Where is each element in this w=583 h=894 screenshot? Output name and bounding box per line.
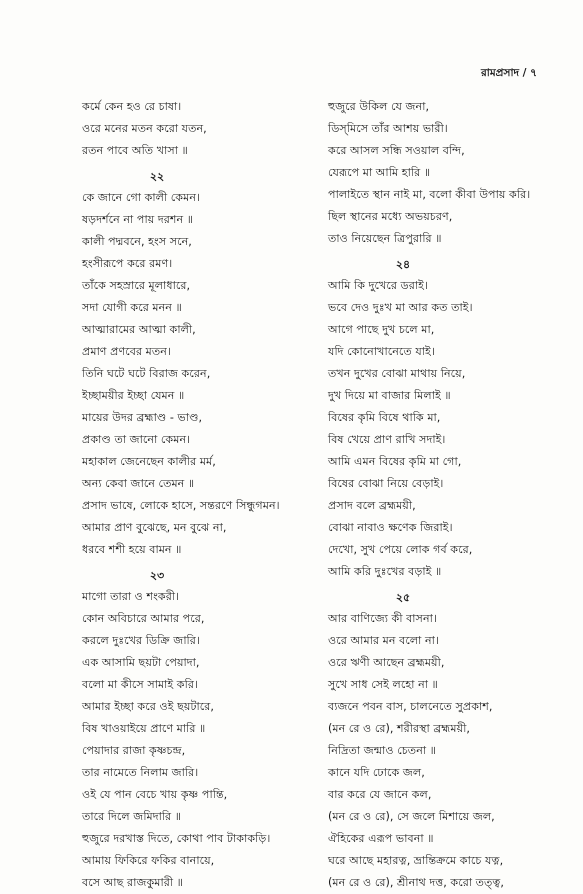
- verse-line: আর বাণিজ্যে কী বাসনা।: [328, 612, 437, 625]
- verse-line: বসে আছ রাজকুমারী ॥: [82, 876, 183, 889]
- verse-line: হুজুরে দরখাস্ত দিতে, কোথা পাব টাকাকড়ি।: [82, 832, 271, 845]
- verse-line: রতন পাবে অতি খাসা ॥: [82, 144, 188, 157]
- verse-line: প্রমাণ প্রণবের মতন।: [82, 345, 171, 358]
- left-column: [82, 96, 312, 894]
- verse-line: প্রসাদ ভাষে, লোকে হাসে, সন্তরণে সিন্ধুগমন।: [82, 499, 280, 512]
- verse-line: ধরবে শশী হয়ে বামন ॥: [82, 543, 182, 556]
- verse-line: বোঝা নাবাও ক্ষণেক জিরাই।: [328, 521, 453, 534]
- verse-line: তারে দিলে জমিদারি ॥: [82, 810, 182, 823]
- verse-line: আত্মারামের আত্মা কালী,: [82, 323, 196, 336]
- verse-line: করলে দুঃখের ডিক্রি জারি।: [82, 634, 200, 647]
- verse-line: ডিস্‌মিসে তাঁর আশয় ভারী।: [328, 122, 448, 135]
- verse-line: কালী পদ্মবনে, হংস সনে,: [82, 235, 192, 248]
- verse-line: (মন রে ও রে), শরীরস্থা ব্রহ্মময়ী,: [328, 722, 470, 735]
- poem-number: ২৩: [149, 569, 165, 582]
- verse-line: কর্মে কেন হও রে চাষা।: [82, 100, 182, 113]
- verse-line: ওই যে পান বেচে খায় কৃষ্ণ পান্তি,: [82, 788, 228, 801]
- verse-line: কানে যদি ঢোকে জল,: [328, 766, 425, 779]
- verse-line: ভবে দেও দুঃখ মা আর কত তাই।: [328, 301, 473, 314]
- verse-line: এক আসামি ছয়টা পেয়াদা,: [82, 656, 200, 669]
- verse-line: হুজুরে উকিল যে জনা,: [328, 100, 430, 113]
- verse-line: বিষের কৃমি বিষে থাকি মা,: [328, 411, 441, 424]
- verse-line: তাও নিয়েছেন ত্রিপুরারি ॥: [328, 232, 442, 245]
- verse-line: আমার ইচ্ছা করে ওই ছয়টারে,: [82, 700, 214, 713]
- verse-line: করে আসল সন্ধি সওয়াল বন্দি,: [328, 144, 465, 157]
- verse-line: বলো মা কীসে সামাই করি।: [82, 678, 198, 691]
- verse-line: ব্যজনে পবন বাস, চালনেতে সুপ্রকাশ,: [328, 700, 493, 713]
- poem-number: ২৪: [395, 258, 411, 271]
- verse-line: যেরূপে মা আমি হারি ॥: [328, 166, 431, 179]
- verse-line: ইচ্ছাময়ীর ইচ্ছা যেমন ॥: [82, 389, 185, 402]
- right-column: [328, 96, 558, 894]
- poem-number: ২২: [149, 170, 165, 183]
- verse-line: পেয়াদার রাজা কৃষ্ণচন্দ্র,: [82, 744, 186, 757]
- verse-line: কোন অবিচারে আমার পরে,: [82, 612, 205, 625]
- verse-line: আমার প্রাণ বুঝেছে, মন বুঝে না,: [82, 521, 227, 534]
- verse-line: বার করে যে জানে কল,: [328, 788, 432, 801]
- verse-line: তখন দুখের বোঝা মাথায় নিয়ে,: [328, 367, 466, 380]
- verse-line: মায়ের উদর ব্রহ্মাণ্ড - ভাণ্ড,: [82, 411, 203, 424]
- verse-line: তিনি ঘটে ঘটে বিরাজ করেন,: [82, 367, 211, 380]
- page-header: রামপ্রসাদ / ৭: [481, 67, 537, 79]
- verse-line: ওরে আমার মন বলো না।: [328, 634, 439, 647]
- verse-line: সুখে সাধ সেই লহো না ॥: [328, 678, 438, 691]
- verse-line: ঘরে আছে মহারত্ন, ভ্রান্তিক্রমে কাচে যত্ন,: [328, 854, 504, 867]
- verse-line: দুখ দিয়ে মা বাজার মিলাই ॥: [328, 389, 451, 402]
- verse-line: ওরে মনের মতন করো যতন,: [82, 122, 207, 135]
- verse-line: আমি কি দুখেরে ডরাই।: [328, 279, 428, 292]
- verse-line: মহাকাল জেনেছেন কালীর মর্ম,: [82, 455, 216, 468]
- verse-line: আমি করি দুঃখের বড়াই ॥: [328, 565, 442, 578]
- verse-line: ষড়দর্শনে না পায় দরশন ॥: [82, 213, 194, 226]
- verse-line: নিদ্রিতা জন্মাও চেতনা ॥: [328, 744, 436, 757]
- verse-line: সদা যোগী করে মনন ॥: [82, 301, 182, 314]
- verse-line: ছিল স্থানের মধ্যে অভয়চরণ,: [328, 210, 453, 223]
- verse-line: কে জানে গো কালী কেমন।: [82, 191, 200, 204]
- verse-line: মাগো তারা ও শংকরী।: [82, 590, 180, 603]
- verse-line: পালাইতে স্থান নাই মা, বলো কীবা উপায় করি।: [328, 188, 531, 201]
- verse-line: আগে পাছে দুখ চলে মা,: [328, 323, 435, 336]
- verse-line: হংসীরূপে করে রমণ।: [82, 257, 173, 270]
- verse-line: আমায় ফিকিরে ফকির বানায়ে,: [82, 854, 215, 867]
- verse-line: ঐহিকের এরূপ ভাবনা ॥: [328, 832, 434, 845]
- verse-line: (মন রে ও রে), শ্রীনাথ দত্ত, করো তত্ত্ব,: [328, 876, 504, 889]
- verse-line: বিষ খাওয়াইয়ে প্রাণে মারি ॥: [82, 722, 206, 735]
- verse-line: বিষ খেয়ে প্রাণ রাখি সদাই।: [328, 433, 446, 446]
- verse-line: বিষের বোঝা নিয়ে বেড়াই।: [328, 477, 444, 490]
- verse-line: আমি এমন বিষের কৃমি মা গো,: [328, 455, 462, 468]
- poem-number: ২৫: [395, 591, 411, 604]
- verse-line: ওরে ঋণী আছেন ব্রহ্মময়ী,: [328, 656, 445, 669]
- verse-line: প্রকাণ্ড তা জানো কেমন।: [82, 433, 191, 446]
- verse-line: যদি কোনোখানেতে যাই।: [328, 345, 435, 358]
- verse-line: অন্য কেবা জানে তেমন ॥: [82, 477, 195, 490]
- verse-line: দেখো, সুখ পেয়ে লোক গর্ব করে,: [328, 543, 473, 556]
- verse-line: (মন রে ও রে), সে জলে মিশায়ে জল,: [328, 810, 495, 823]
- verse-line: তাঁকে সহস্রারে মূলাধারে,: [82, 279, 191, 292]
- verse-line: প্রসাদ বলে ব্রহ্মময়ী,: [328, 499, 416, 512]
- verse-line: তার নামেতে নিলাম জারি।: [82, 766, 199, 779]
